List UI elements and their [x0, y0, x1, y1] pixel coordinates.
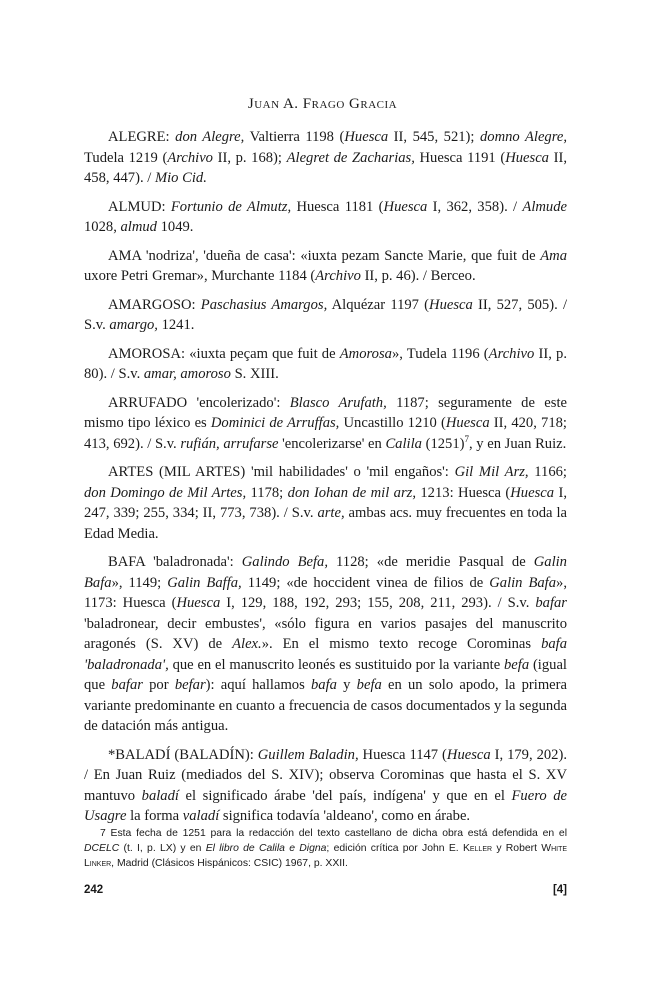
entry-artes: ARTES (MIL ARTES) 'mil habilidades' o 'mil engaños': Gil Mil Arz, 1166; don Domingo de Mil Artes, 1178; don Iohan de mil arz, 1213: Huesca (Huesca I, 247, 339; 255, 334; II, 773, 738). / S.v. arte, ambas acs. muy frecuentes en toda la Edad Media. — [84, 464, 567, 542]
entry-amargoso: AMARGOSO: Paschasius Amargos, Alquézar 1197 (Huesca II, 527, 505). / S.v. amargo, 1241. — [84, 296, 567, 333]
entry-alegre: ALEGRE: don Alegre, Valtierra 1198 (Huesca II, 545, 521); domno Alegre, Tudela 1219 (Archivo II, p. 168); Alegret de Zacharias, Huesca 1191 (Huesca II, 458, 447). / Mio Cid. — [84, 129, 567, 186]
footnote-7: 7 Esta fecha de 1251 para la redacción del texto castellano de dicha obra está defendida en el DCELC (t. I, p. LX) y en El libro de Calila e Digna; edición crítica por John E. Keller y Robert White Linker, Madrid (Clásicos Hispánicos: CSIC) 1967, p. XXII. — [84, 828, 568, 869]
running-head — [0, 96, 645, 113]
entry-bafa: BAFA 'baladronada': Galindo Befa, 1128; «de meridie Pasqual de Galin Bafa», 1149; Galin Baffa, 1149; «de hoccident vinea de filios de Galin Bafa», 1173: Huesca (Huesca I, 129, 188, 192, 293; 155, 208, 211, 293). / S.v. bafar 'baladronear, decir embustes', «sólo figura en varios pasajes del manuscrito aragonés (S. XV) de Alex.». En el mismo texto recoge Corominas bafa 'baladronada', que en el manuscrito leonés es sustituido por la variante befa (igual que bafar por befar): aquí hallamos bafa y befa en un solo apodo, la primera variante predominante en cuanto a frecuencia de casos documentados y la segunda de datación más antigua. — [84, 554, 568, 734]
footnote — [84, 826, 567, 871]
entry-baladi: *BALADÍ (BALADÍN): Guillem Baladin, Huesca 1147 (Huesca I, 179, 202). / En Juan Ruiz (mediados del S. XIV); observa Corominas que hasta el S. XV mantuvo baladí el significado árabe 'del país, indígena' y que en el Fuero de Usagre la forma valadí significa todavía 'aldeano', como en árabe. — [84, 746, 567, 824]
section-marker: [4] — [552, 884, 567, 896]
entry-ama: AMA 'nodriza', 'dueña de casa': «iuxta pezam Sancte Marie, que fuit de Ama uxore Petri Gremar», Murchante 1184 (Archivo II, p. 46). / Berceo. — [84, 247, 567, 284]
entry-amorosa: AMOROSA: «iuxta peçam que fuit de Amorosa», Tudela 1196 (Archivo II, p. 80). / S.v. amar, amoroso S. XIII. — [84, 345, 567, 382]
page-number: 242 — [84, 884, 104, 896]
page-footer — [84, 884, 567, 896]
entry-arrufado: ARRUFADO 'encolerizado': Blasco Arufath, 1187; seguramente de este mismo tipo léxico es Dominici de Arruffas, Uncastillo 1210 (Huesca II, 420, 718; 413, 692). / S.v. rufián, arrufarse 'encolerizarse' en Calila $(1251)^7$, y en Juan Ruiz. — [84, 394, 567, 452]
running-head-text: Juan A. Frago Gracia — [247, 96, 398, 112]
entry-almud: ALMUD: Fortunio de Almutz, Huesca 1181 (Huesca I, 362, 358). / Almude 1028, almud 1049. — [84, 198, 567, 235]
entries-body — [84, 127, 567, 835]
